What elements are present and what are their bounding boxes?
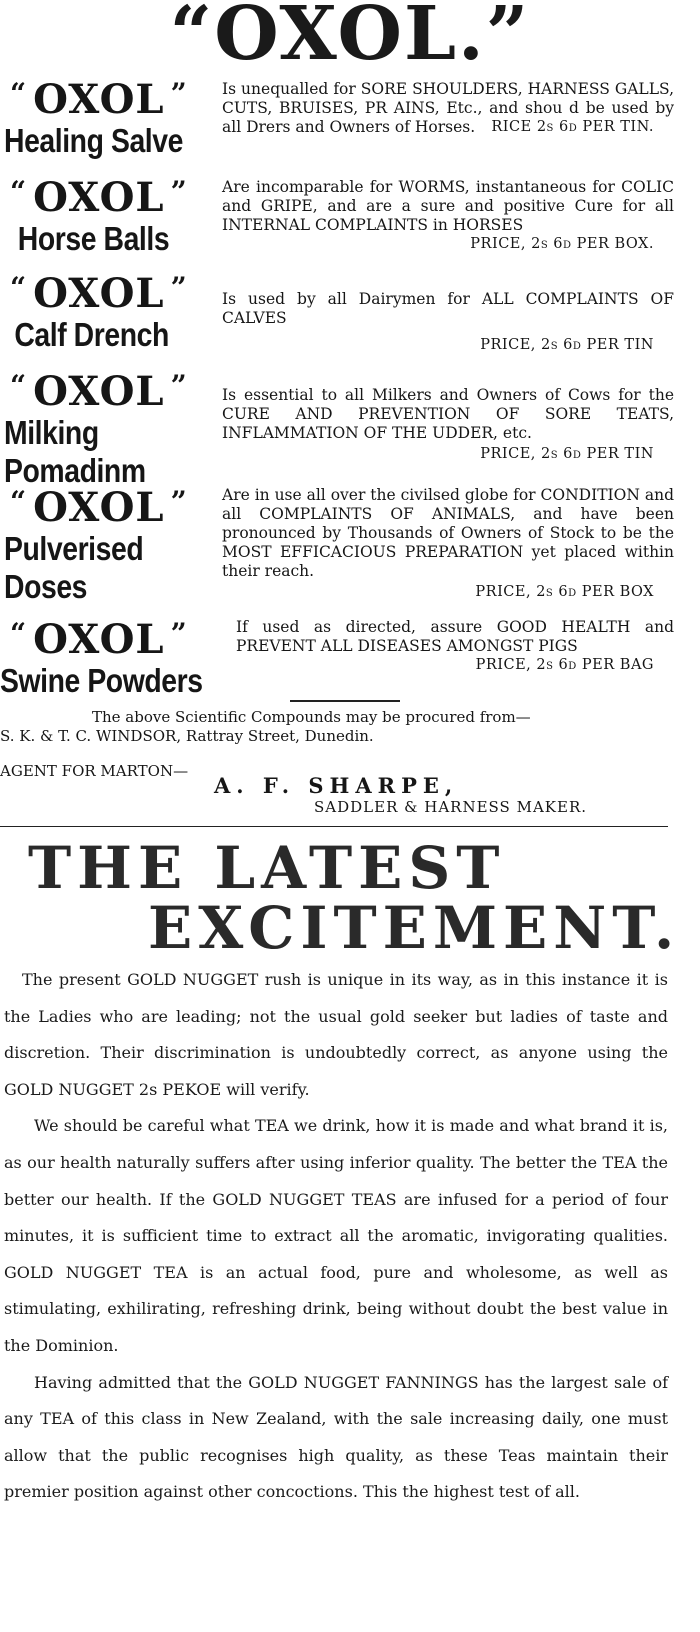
- procure-line1: The above Scientific Compounds may be procured from—: [92, 708, 531, 726]
- product-price: PRICE, 2s 6d PER TIN: [480, 446, 654, 462]
- product-price: PRICE, 2s 6d PER BOX.: [470, 236, 654, 252]
- agent-label: AGENT FOR MARTON—: [0, 762, 189, 780]
- product-brand-block: [4, 480, 216, 606]
- product-brand: “ OXOL ”: [10, 368, 188, 415]
- agent-block: [0, 762, 700, 816]
- product-name-line2: Doses: [4, 568, 88, 605]
- article-body: [4, 962, 668, 1511]
- product-description: If used as directed, assure GOOD HEALTH and PREVENT ALL DISEASES AMONGST PIGS PRICE, 2s 6d PER BAG: [236, 618, 674, 673]
- product-brand: “ OXOL ”: [10, 76, 188, 123]
- agent-trade: SADDLER & HARNESS MAKER.: [314, 798, 588, 816]
- product-price: PRICE, 2s 6d PER BAG: [475, 657, 654, 673]
- product-brand: “ OXOL ”: [10, 270, 188, 317]
- product-name: Calf Drench: [14, 316, 169, 353]
- product-name: Horse Balls: [17, 220, 170, 257]
- product-brand-block: [4, 72, 216, 160]
- product-brand-block: [4, 266, 216, 354]
- article-paragraph-2: We should be careful what TEA we drink, how it is made and what brand it is, as our health naturally suffers after using inferior quality. The better the TEA the better our health. If the GOLD NUGGET TEAS are infused for a period of four minutes, it is sufficient time to extract all the aromatic, invigorating qualities. GOLD NUGGET TEA is an actual food, pure and wholesome, as well as stimulating, exhilirating, refreshing drink, being without doubt the best value in the Dominion.: [4, 1116, 668, 1355]
- product-description: Are incomparable for WORMS, instantaneous for COLIC and GRIPE, and are a sure and positive Cure for all INTERNAL COMPLAINTS in HORSES PRICE, 2s 6d PER BOX.: [222, 178, 674, 252]
- product-name: Healing Salve: [4, 122, 183, 159]
- divider-long: [0, 826, 668, 827]
- product-brand-block: [4, 364, 216, 490]
- product-name-line2: Pomadinm: [4, 452, 146, 489]
- product-brand-block: [4, 170, 216, 258]
- procure-line2: S. K. & T. C. WINDSOR, Rattray Street, Dunedin.: [0, 727, 374, 745]
- procure-notice: [0, 708, 700, 746]
- divider-short: [290, 700, 400, 702]
- product-description: Are in use all over the civilsed globe for CONDITION and all COMPLAINTS OF ANIMALS, and have been pronounced by Thousands of Owners of Stock to be the MOST EFFICACIOUS PREPARATION yet placed within their reach. PRICE, 2s 6d PER BOX: [222, 486, 675, 600]
- product-price: PRICE, 2s 6d PER TIN: [480, 337, 654, 353]
- product-brand: “ OXOL ”: [10, 174, 188, 221]
- product-price: RICE 2s 6d PER TIN.: [491, 119, 654, 135]
- product-brand-block: [0, 612, 216, 700]
- product-brand: “ OXOL ”: [10, 484, 188, 531]
- product-name: Swine Powders: [0, 662, 203, 699]
- product-brand: “ OXOL ”: [10, 616, 188, 663]
- headline: [0, 834, 700, 962]
- product-description: Is unequalled for SORE SHOULDERS, HARNESS GALLS, CUTS, BRUISES, PR AINS, Etc., and shou d be used by all Drers and Owners of Horses. RICE 2s 6d PER TIN.: [222, 80, 674, 136]
- headline-line2: EXCITEMENT.: [148, 894, 681, 962]
- product-name: Pulverised: [4, 530, 144, 567]
- product-name: Milking: [4, 414, 99, 451]
- product-description: Is essential to all Milkers and Owners of Cows for the CURE AND PREVENTION OF SORE TEATS, INFLAMMATION OF THE UDDER, etc. PRICE, 2s 6d PER TIN: [222, 386, 674, 462]
- product-price: PRICE, 2s 6d PER BOX: [475, 584, 654, 600]
- article-paragraph-1: The present GOLD NUGGET rush is unique in its way, as in this instance it is the Ladies who are leading; not the usual gold seeker but ladies of taste and discretion. Their discrimination is undoubtedly correct, as anyone using the GOLD NUGGET 2s PEKOE will verify.: [4, 970, 668, 1099]
- headline-line1: THE LATEST: [28, 834, 506, 902]
- article-paragraph-3: Having admitted that the GOLD NUGGET FANNINGS has the largest sale of any TEA of this class in New Zealand, with the sale increasing daily, one must allow that the public recognises high quality, as these Teas maintain their premier position against other concoctions. This the highest test of all.: [4, 1372, 668, 1502]
- masthead-title: “OXOL.”: [169, 0, 531, 77]
- agent-name: A. F. SHARPE,: [214, 773, 459, 798]
- product-description: Is used by all Dairymen for ALL COMPLAINTS OF CALVES PRICE, 2s 6d PER TIN: [222, 290, 674, 353]
